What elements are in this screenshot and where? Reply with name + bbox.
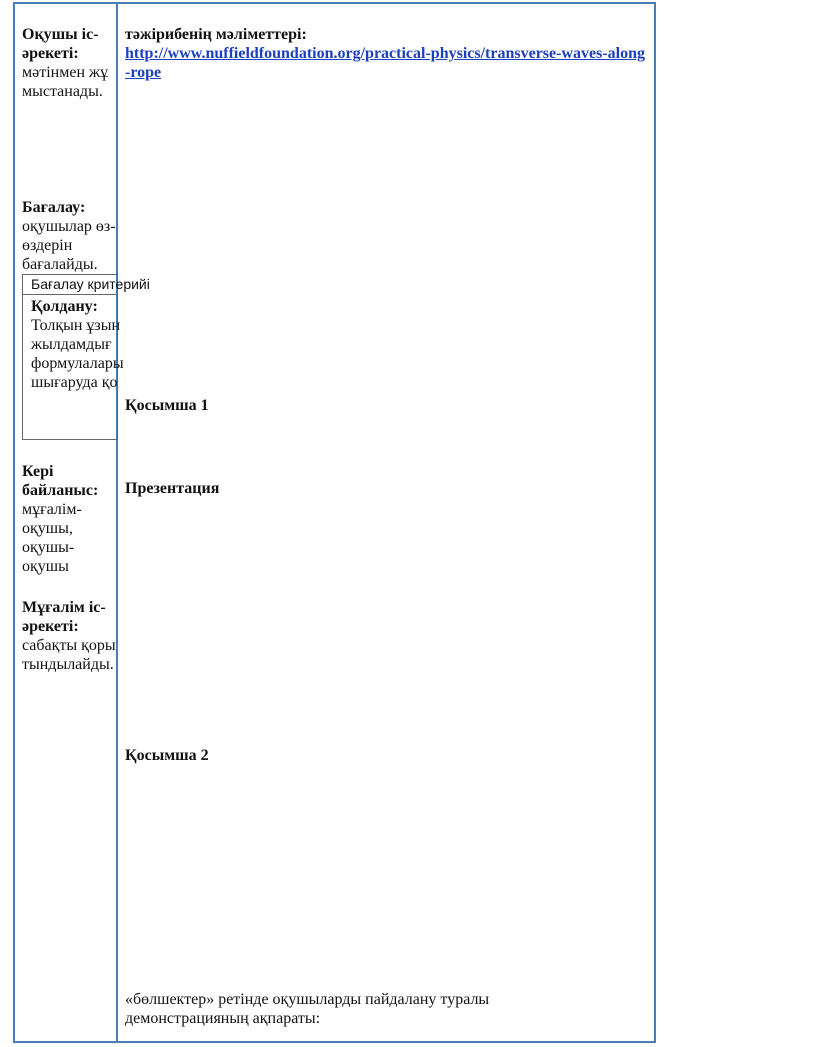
demonstration-info-text: «бөлшектер» ретінде оқушыларды пайдалану туралы демонстрацияның ақпараты: bbox=[125, 991, 490, 1027]
feedback-block bbox=[22, 462, 116, 576]
apply-line: шығаруда қо bbox=[31, 374, 118, 391]
experiment-link[interactable]: http://www.nuffieldfoundation.org/practical-physics/transverse-waves-along-rope bbox=[125, 45, 645, 81]
teacher-activity-text: сабақты қорытындылайды. bbox=[22, 637, 116, 673]
apply-label: Қолдану: bbox=[31, 298, 98, 315]
experiment-block bbox=[125, 25, 645, 82]
presentation-heading: Презентация bbox=[125, 480, 220, 497]
assessment-block bbox=[22, 198, 116, 274]
apply-line: жылдамдығ bbox=[31, 336, 112, 353]
apply-line: Толқын ұзын bbox=[31, 317, 121, 334]
feedback-text: мұғалім-оқушы, оқушы-оқушы bbox=[22, 501, 82, 575]
feedback-label: Кері байланыс: bbox=[22, 463, 99, 499]
assessment-label: Бағалау: bbox=[22, 199, 86, 216]
student-activity-block bbox=[22, 25, 116, 101]
criteria-box bbox=[22, 274, 150, 440]
experiment-label: тәжірибенің мәліметтері: bbox=[125, 26, 307, 43]
apply-line: формулалары bbox=[31, 355, 124, 372]
criteria-header: Бағалау критерийі bbox=[23, 275, 117, 295]
assessment-text: оқушылар өз-өздерін бағалайды. bbox=[22, 218, 116, 273]
appendix-1-heading: Қосымша 1 bbox=[125, 397, 209, 414]
teacher-activity-label: Мұғалім іс-әрекеті: bbox=[22, 599, 106, 635]
student-activity-label: Оқушы іс-әрекеті: bbox=[22, 26, 99, 62]
appendix-2-heading: Қосымша 2 bbox=[125, 747, 209, 764]
student-activity-text: мәтінмен жұмыстанады. bbox=[22, 64, 109, 100]
column-divider bbox=[116, 2, 118, 1043]
teacher-activity-block bbox=[22, 598, 116, 674]
